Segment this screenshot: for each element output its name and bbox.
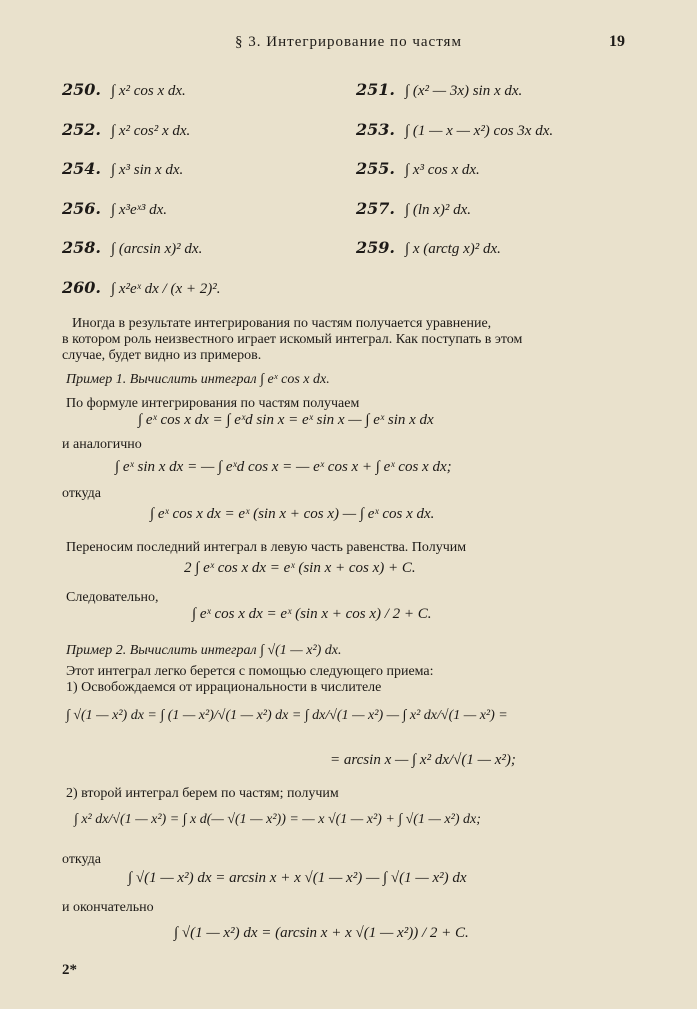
example-2-formula-3: ∫ x² dx/√(1 — x²) = ∫ x d(— √(1 — x²)) = — x √(1 — x²) + ∫ √(1 — x²) dx; (74, 812, 481, 827)
example-1-and: и аналогично (62, 437, 142, 452)
exercise-259: 259. ∫ x (arctg x)² dx. (356, 238, 501, 257)
example-1-heading: Пример 1. Вычислить интеграл ∫ eˣ cos x dx. (66, 372, 330, 387)
example-1-line-2: Переносим последний интеграл в левую часть равенства. Получим (66, 540, 467, 555)
example-2-formula-4: ∫ √(1 — x²) dx = arcsin x + x √(1 — x²) — ∫ √(1 — x²) dx (128, 870, 467, 886)
exercise-255: 255. ∫ x³ cos x dx. (356, 159, 480, 178)
intro-line-1: Иногда в результате интегрирования по частям получается уравнение, (72, 316, 492, 331)
example-1-formula-3: ∫ eˣ cos x dx = eˣ (sin x + cos x) — ∫ eˣ cos x dx. (150, 506, 435, 522)
exercise-251: 251. ∫ (x² — 3x) sin x dx. (356, 80, 523, 99)
page-header: § 3. Интегрирование по частям (235, 34, 462, 50)
example-2-formula-1: ∫ √(1 — x²) dx = ∫ (1 — x²)/√(1 — x²) dx = ∫ dx/√(1 — x²) — ∫ x² dx/√(1 — x²) = (66, 708, 508, 723)
example-1-line-1: По формуле интегрирования по частям получаем (66, 396, 360, 411)
example-2-formula-5: ∫ √(1 — x²) dx = (arcsin x + x √(1 — x²)) / 2 + C. (174, 925, 469, 941)
example-2-line-1: Этот интеграл легко берется с помощью следующего приема: (66, 664, 434, 679)
example-2-line-3: 2) второй интеграл берем по частям; получим (66, 786, 339, 801)
exercise-256: 256. ∫ x³eˣ³ dx. (62, 199, 168, 218)
exercise-260: 260. ∫ x²eˣ dx / (x + 2)². (62, 278, 221, 297)
example-1-formula-5: ∫ eˣ cos x dx = eˣ (sin x + cos x) / 2 + C. (192, 606, 432, 622)
page-number: 19 (609, 33, 625, 50)
example-1-therefore: Следовательно, (66, 590, 159, 605)
example-2-line-2: 1) Освобождаемся от иррациональности в числителе (66, 680, 382, 695)
signature-mark: 2* (62, 962, 77, 978)
example-1-formula-2: ∫ eˣ sin x dx = — ∫ eˣd cos x = — eˣ cos x + ∫ eˣ cos x dx; (115, 459, 452, 475)
exercise-258: 258. ∫ (arcsin x)² dx. (62, 238, 203, 257)
exercise-252: 252. ∫ x² cos² x dx. (62, 120, 191, 139)
example-2-formula-2: = arcsin x — ∫ x² dx/√(1 — x²); (330, 752, 516, 768)
example-2-whence: откуда (62, 852, 101, 867)
example-1-formula-4: 2 ∫ eˣ cos x dx = eˣ (sin x + cos x) + C. (184, 560, 416, 576)
exercise-253: 253. ∫ (1 — x — x²) cos 3x dx. (356, 120, 554, 139)
exercise-254: 254. ∫ x³ sin x dx. (62, 159, 184, 178)
example-2-finally: и окончательно (62, 900, 154, 915)
example-2-heading: Пример 2. Вычислить интеграл ∫ √(1 — x²) dx. (66, 643, 342, 658)
intro-line-3: случае, будет видно из примеров. (62, 348, 262, 363)
example-1-formula-1: ∫ eˣ cos x dx = ∫ eˣd sin x = eˣ sin x — ∫ eˣ sin x dx (138, 412, 434, 428)
exercise-257: 257. ∫ (ln x)² dx. (356, 199, 472, 218)
example-1-whence: откуда (62, 486, 101, 501)
intro-line-2: в котором роль неизвестного играет искомый интеграл. Как поступать в этом (62, 332, 523, 347)
exercise-250: 250. ∫ x² cos x dx. (62, 80, 186, 99)
